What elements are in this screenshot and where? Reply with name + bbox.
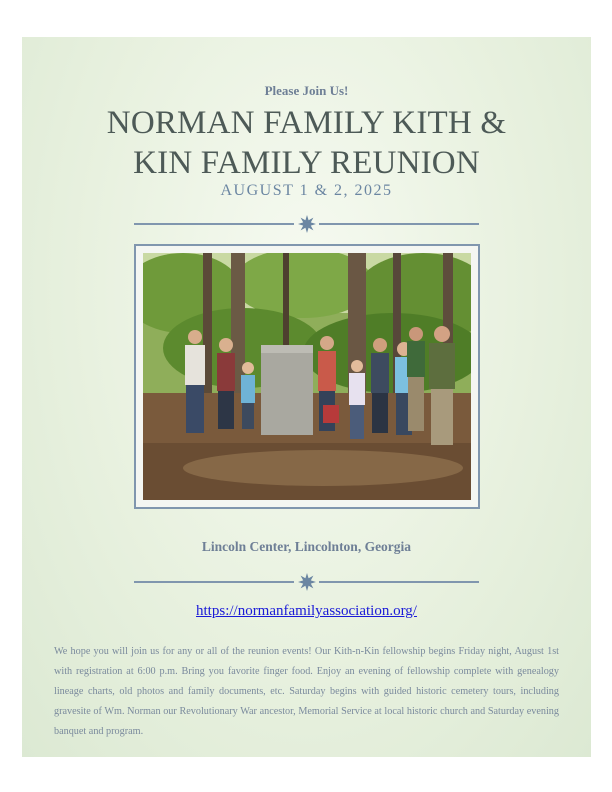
starburst-icon [297,214,317,234]
starburst-icon [297,572,317,592]
divider-rule-left [134,581,294,583]
group-photo [143,253,471,500]
event-date: AUGUST 1 & 2, 2025 [220,182,393,199]
event-title-line-2: KIN FAMILY REUNION [133,145,480,181]
website-link[interactable]: https://normanfamilyassociation.org/ [196,603,417,619]
divider-rule-left [134,223,294,225]
event-title [22,103,591,183]
event-location: Lincoln Center, Lincolnton, Georgia [201,539,412,554]
event-title-line-1: NORMAN FAMILY KITH & [106,105,507,141]
divider-rule-right [319,581,479,583]
event-description: We hope you will join us for any or all of the reunion events! Our Kith-n-Kin fellowship begins Friday night, August 1st with registration at 6:00 p.m. Bring you favorite finger food. Enjoy an evening of fellowship complete with genealogy lineage charts, old photos and family documents, etc. Saturday begins with guided historic cemetery tours, including gravesite of Wm. Norman our Revolutionary War ancestor, Memorial Service at local historic church and Saturday evening banquet and program. [54,646,559,737]
bottom-divider [134,572,479,592]
flyer-panel [22,37,591,757]
photo-frame [134,244,480,509]
invitation-kicker: Please Join Us! [264,83,349,98]
top-divider [134,214,479,234]
divider-rule-right [319,223,479,225]
